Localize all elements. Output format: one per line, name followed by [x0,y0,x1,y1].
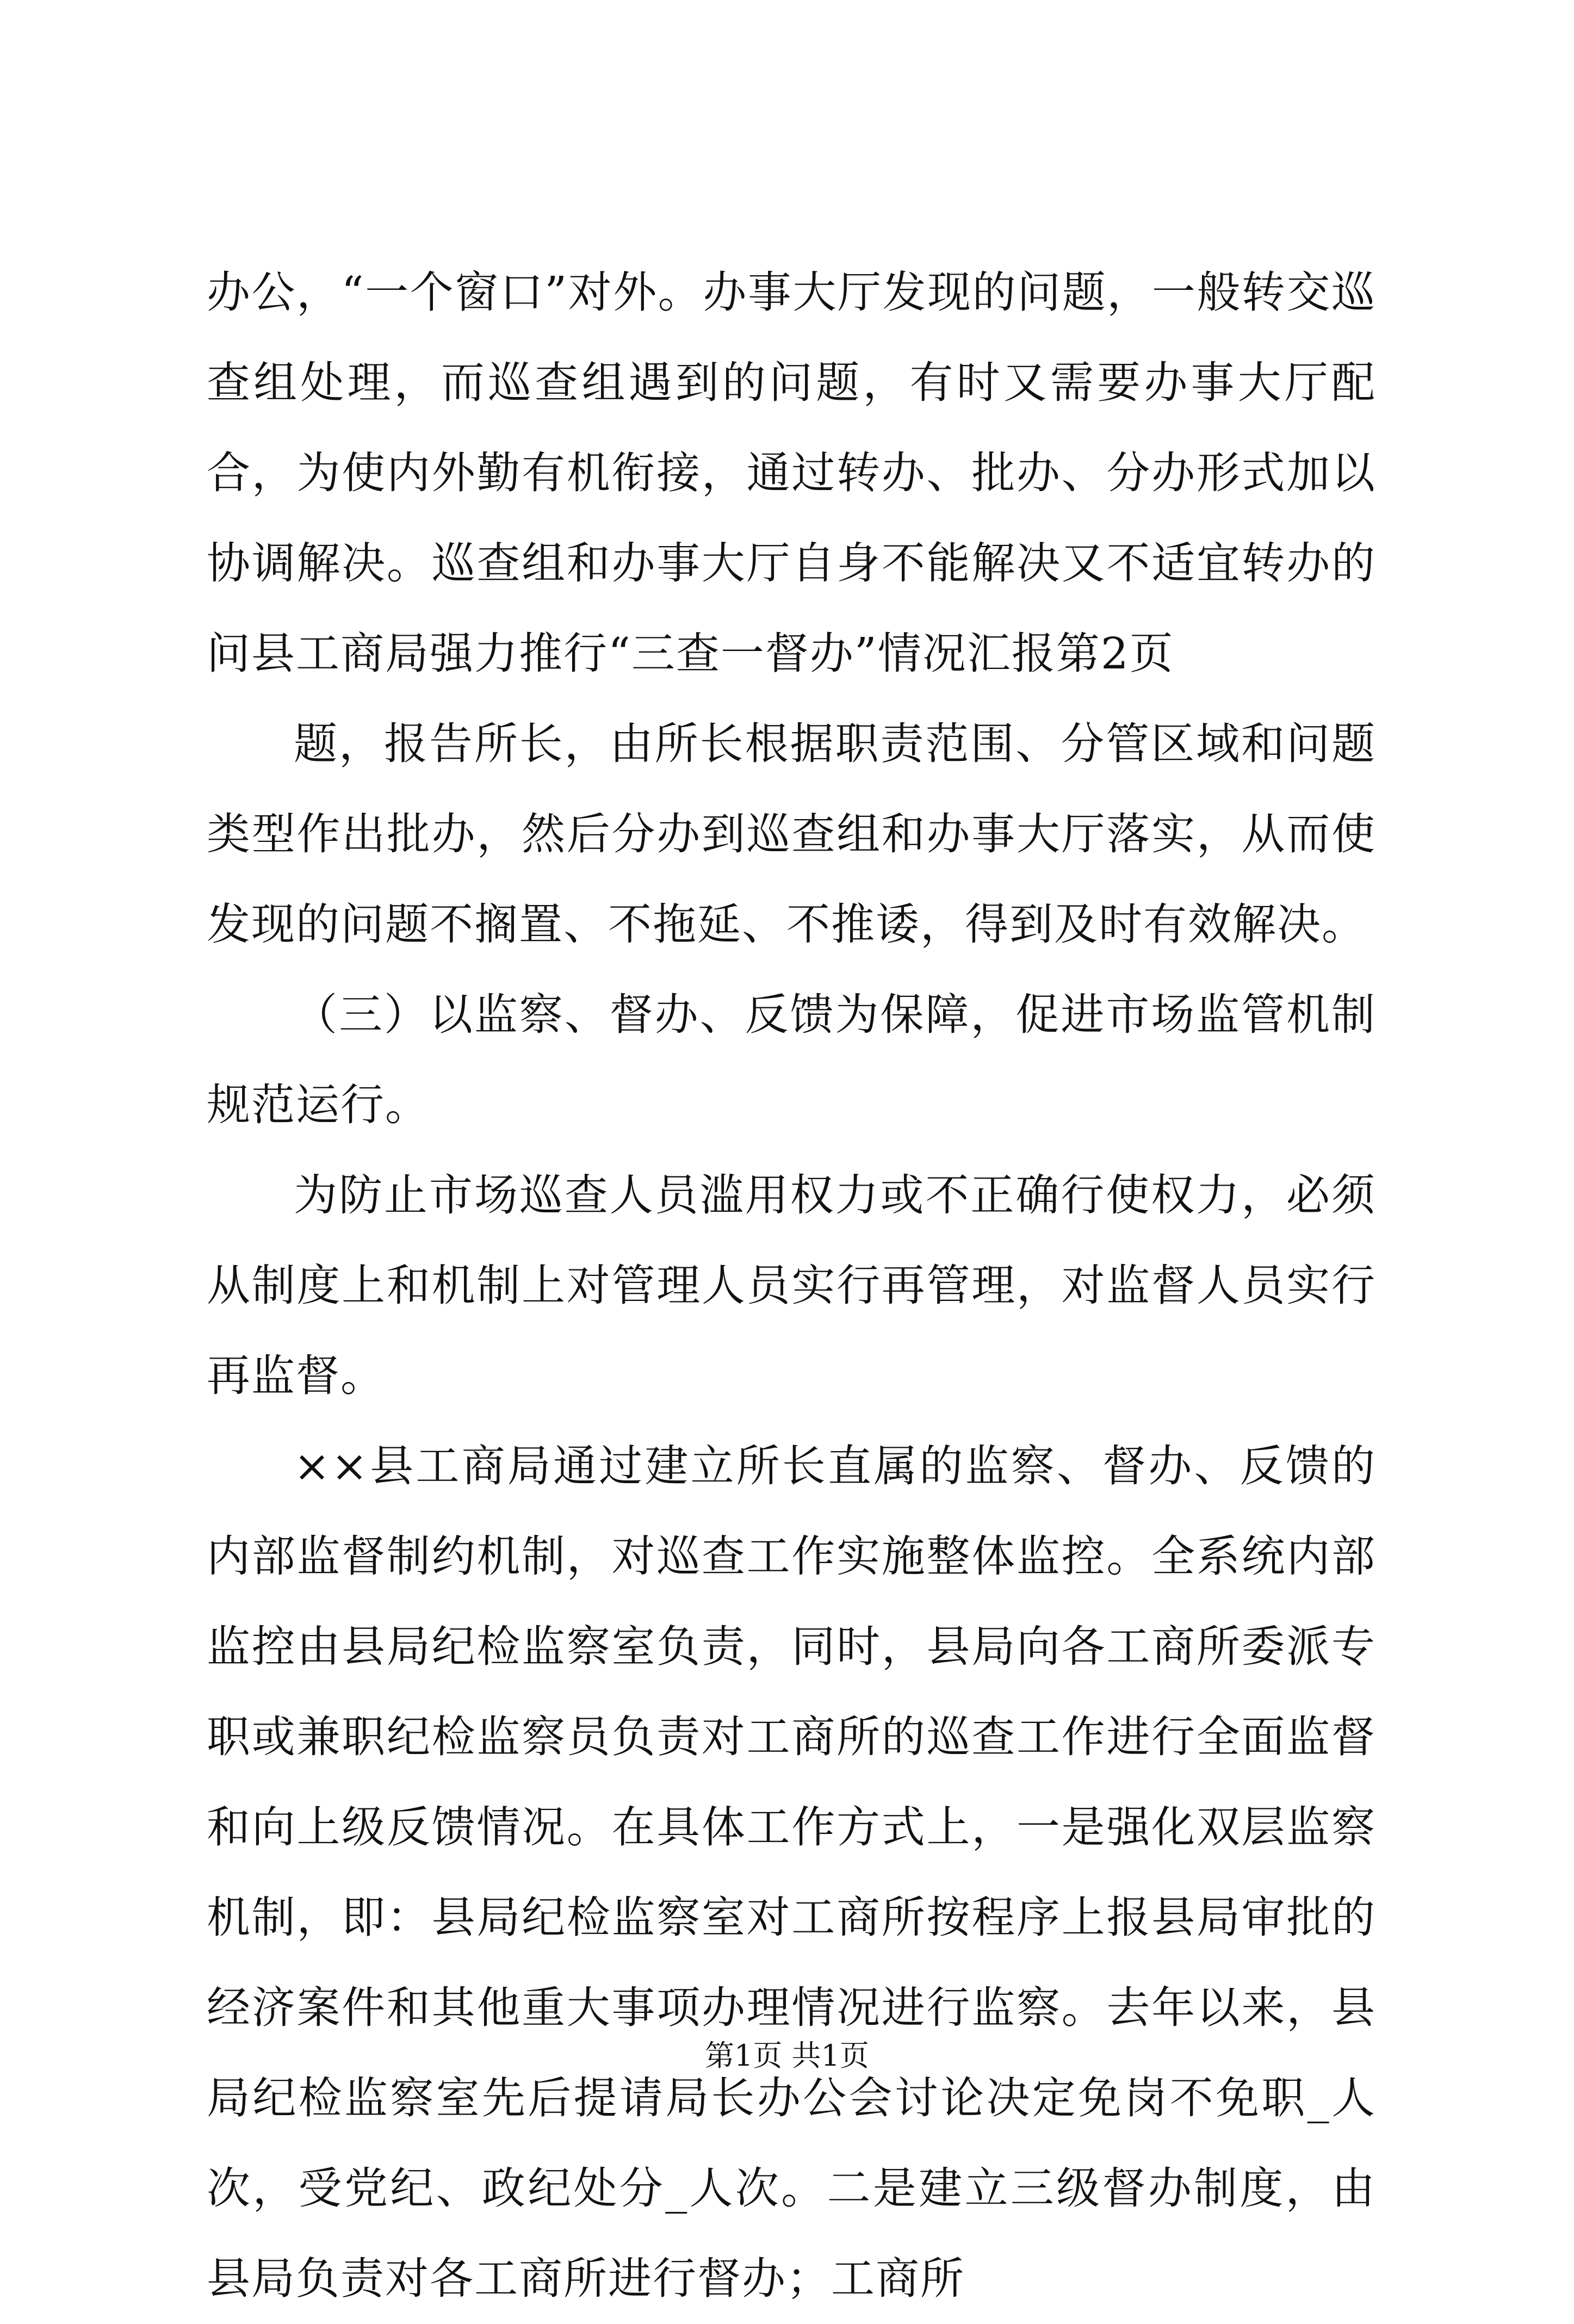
paragraph-1: 办公，“一个窗口”对外。办事大厅发现的问题，一般转交巡查组处理，而巡查组遇到的问题，有时又需要办事大厅配合，为使内外勤有机衔接，通过转办、批办、分办形式加以协调解决。巡查组和办事大厅自身不能解决又不适宜转办的问县工商局强力推行“三查一督办”情况汇报第2页 [207,267,1376,679]
page-footer: 第1页 共1页 [705,2038,869,2073]
paragraph-2: 题，报告所长，由所长根据职责范围、分管区域和问题类型作出批办，然后分办到巡查组和办事大厅落实，从而使发现的问题不搁置、不拖延、不推诿，得到及时有效解决。 [207,718,1376,950]
paragraph-4: 为防止市场巡查人员滥用权力或不正确行使权力，必须从制度上和机制上对管理人员实行再管理，对监督人员实行再监督。 [207,1170,1376,1401]
paragraph-3-section-heading: （三）以监察、督办、反馈为保障，促进市场监管机制规范运行。 [207,989,1376,1130]
document-body [207,247,1376,2324]
paragraph-5: ××县工商局通过建立所长直属的监察、督办、反馈的内部监督制约机制，对巡查工作实施整体监控。全系统内部监控由县局纪检监察室负责，同时，县局向各工商所委派专职或兼职纪检监察员负责对工商所的巡查工作进行全面监督和向上级反馈情况。在具体工作方式上，一是强化双层监察机制，即：县局纪检监察室对工商所按程序上报县局审批的经济案件和其他重大事项办理情况进行监察。去年以来，县局纪检监察室先后提请局长办公会讨论决定免岗不免职_人次，受党纪、政纪处分_人次。二是建立三级督办制度，由县局负责对各工商所进行督办；工商所 [207,1441,1376,2304]
